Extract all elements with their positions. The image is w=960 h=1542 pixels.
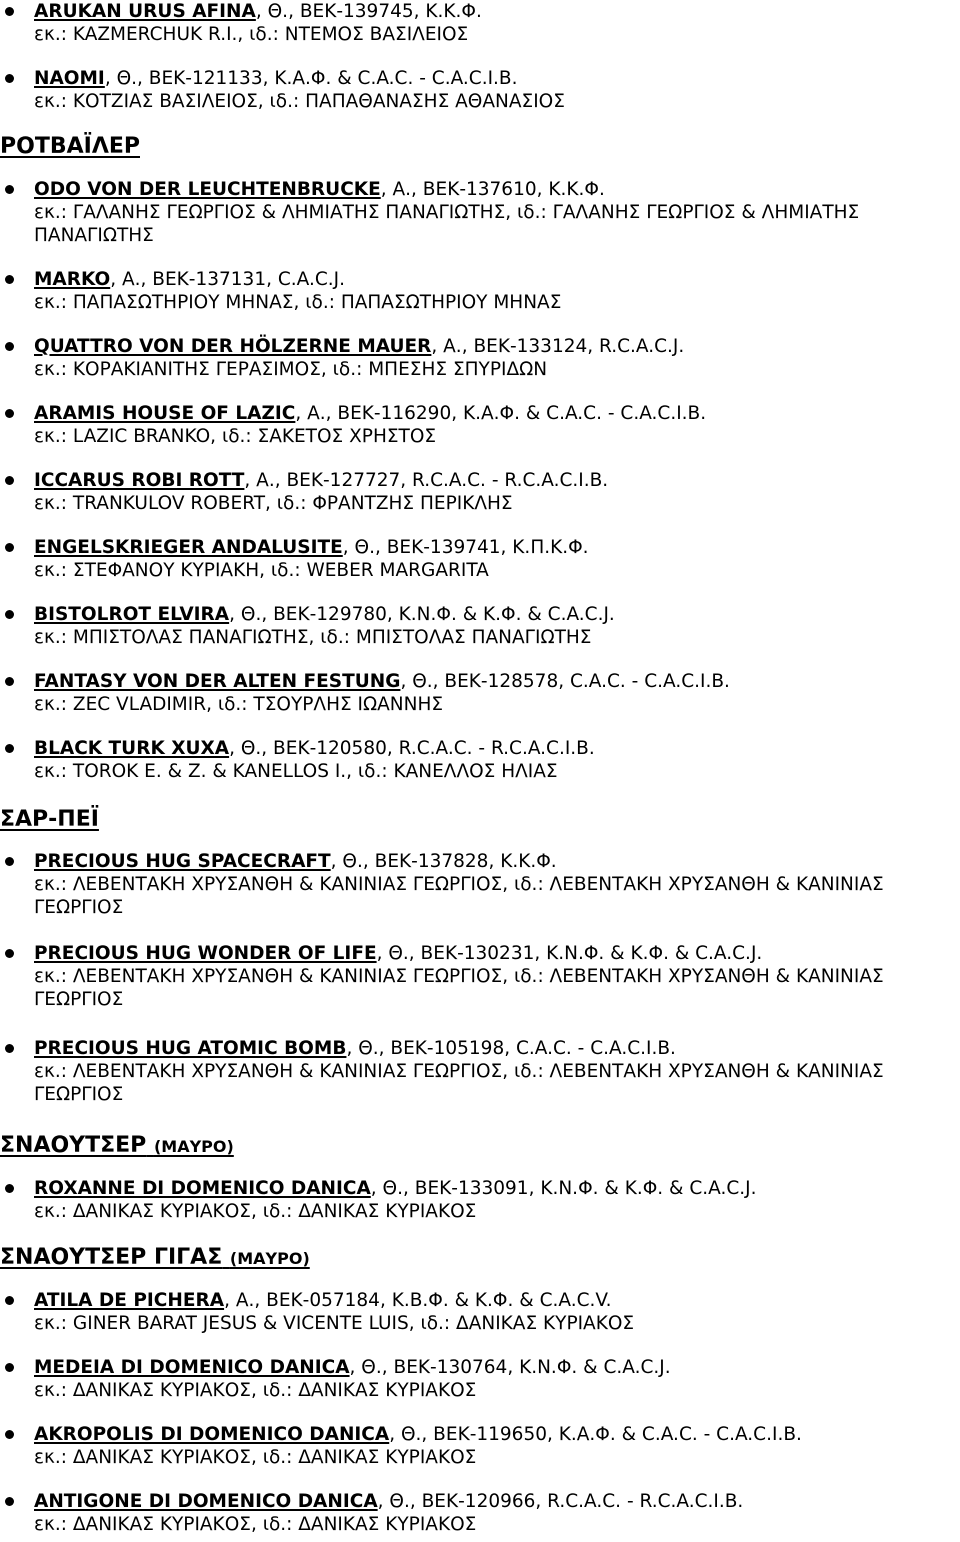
list-item (0, 1356, 960, 1402)
dog-owners: εκ.: ΠΑΠΑΣΩΤΗΡΙΟΥ ΜΗΝΑΣ, ιδ.: ΠΑΠΑΣΩΤΗΡΙΟΥ ΜΗΝΑΣ (34, 292, 562, 313)
dog-info: , Α., ΒΕΚ-057184, Κ.Β.Φ. & Κ.Φ. & C.A.C.V. (224, 1290, 612, 1311)
list-item (0, 268, 960, 314)
dog-info: , Θ., ΒΕΚ-128578, C.A.C. - C.A.C.I.B. (400, 671, 730, 692)
list-item (0, 942, 960, 1011)
dog-name: ROXANNE DI DOMENICO DANICA (34, 1178, 371, 1199)
list-item (0, 670, 960, 716)
list-item (0, 335, 960, 381)
list-item (0, 1289, 960, 1335)
dog-info: , Α., ΒΕΚ-116290, Κ.Α.Φ. & C.A.C. - C.A.C.I.B. (295, 403, 707, 424)
dog-owners: εκ.: LAZIC BRANKO, ιδ.: ΣΑΚΕΤΟΣ ΧΡΗΣΤΟΣ (34, 426, 437, 447)
dog-info: , Θ., ΒΕΚ-119650, Κ.Α.Φ. & C.A.C. - C.A.C.I.B. (389, 1424, 802, 1445)
list-item (0, 469, 960, 515)
list-item (0, 402, 960, 448)
bullet-icon (5, 185, 14, 194)
bullet-icon (5, 7, 14, 16)
dog-name: QUATTRO VON DER HÖLZERNE MAUER (34, 336, 432, 357)
list-item (0, 850, 960, 919)
breed-color-note: (ΜΑΥΡΟ) (153, 1137, 234, 1156)
bullet-icon (5, 1497, 14, 1506)
list-item (0, 1423, 960, 1469)
list-item (0, 67, 960, 113)
dog-info: , Θ., ΒΕΚ-137828, Κ.Κ.Φ. (330, 851, 557, 872)
dog-info: , Α., ΒΕΚ-133124, R.C.A.C.J. (431, 336, 685, 357)
dog-info: , Α., ΒΕΚ-137610, Κ.Κ.Φ. (380, 179, 605, 200)
dog-name: ARAMIS HOUSE OF LAZIC (34, 403, 296, 424)
dog-owners: εκ.: ΛΕΒΕΝΤΑΚΗ ΧΡΥΣΑΝΘΗ & ΚΑΝΙΝΙΑΣ ΓΕΩΡΓΙΟΣ, ιδ.: ΛΕΒΕΝΤΑΚΗ ΧΡΥΣΑΝΘΗ & ΚΑΝΙΝΙΑΣ ΓΕΩΡΓΙΟΣ (34, 1061, 884, 1105)
bullet-icon (5, 1430, 14, 1439)
bullet-icon (5, 610, 14, 619)
bullet-icon (5, 476, 14, 485)
dog-name: MEDEIA DI DOMENICO DANICA (34, 1357, 350, 1378)
dog-owners: εκ.: GINER BARAT JESUS & VICENTE LUIS, ιδ.: ΔΑΝΙΚΑΣ ΚΥΡΙΑΚΟΣ (34, 1313, 635, 1334)
dog-info: , Θ., ΒΕΚ-139745, Κ.Κ.Φ. (255, 1, 482, 22)
dog-owners: εκ.: ΚΟΤΖΙΑΣ ΒΑΣΙΛΕΙΟΣ, ιδ.: ΠΑΠΑΘΑΝΑΣΗΣ ΑΘΑΝΑΣΙΟΣ (34, 91, 565, 112)
bullet-icon (5, 949, 14, 958)
dog-name: BISTOLROT ELVIRA (34, 604, 230, 625)
bullet-icon (5, 744, 14, 753)
dog-name: AKROPOLIS DI DOMENICO DANICA (34, 1424, 390, 1445)
list-item (0, 603, 960, 649)
dog-info: , Θ., ΒΕΚ-129780, Κ.Ν.Φ. & Κ.Φ. & C.A.C.J. (229, 604, 615, 625)
bullet-icon (5, 342, 14, 351)
dog-name: ANTIGONE DI DOMENICO DANICA (34, 1491, 378, 1512)
dog-name: ODO VON DER LEUCHTENBRUCKE (34, 179, 381, 200)
list-item (0, 1037, 960, 1106)
list-item (0, 737, 960, 783)
dog-info: , Α., ΒΕΚ-137131, C.A.C.J. (110, 269, 345, 290)
bullet-icon (5, 409, 14, 418)
bullet-icon (5, 1044, 14, 1053)
dog-name: PRECIOUS HUG ATOMIC BOMB (34, 1038, 347, 1059)
dog-name: MARKO (34, 269, 111, 290)
breed-heading: ΡΟΤΒΑΪΛΕΡ (0, 134, 140, 159)
dog-info: , Θ., ΒΕΚ-121133, Κ.Α.Φ. & C.A.C. - C.A.C.I.B. (104, 68, 518, 89)
list-item (0, 1490, 960, 1536)
dog-name: ENGELSKRIEGER ANDALUSITE (34, 537, 343, 558)
dog-owners: εκ.: ΔΑΝΙΚΑΣ ΚΥΡΙΑΚΟΣ, ιδ.: ΔΑΝΙΚΑΣ ΚΥΡΙΑΚΟΣ (34, 1447, 477, 1468)
bullet-icon (5, 1184, 14, 1193)
dog-owners: εκ.: ΔΑΝΙΚΑΣ ΚΥΡΙΑΚΟΣ, ιδ.: ΔΑΝΙΚΑΣ ΚΥΡΙΑΚΟΣ (34, 1380, 477, 1401)
list-item (0, 0, 960, 46)
bullet-icon (5, 677, 14, 686)
dog-owners: εκ.: ΓΑΛΑΝΗΣ ΓΕΩΡΓΙΟΣ & ΛΗΜΙΑΤΗΣ ΠΑΝΑΓΙΩΤΗΣ, ιδ.: ΓΑΛΑΝΗΣ ΓΕΩΡΓΙΟΣ & ΛΗΜΙΑΤΗΣ ΠΑΝΑΓΙΩΤΗΣ (34, 202, 860, 246)
dog-info: , Θ., ΒΕΚ-105198, C.A.C. - C.A.C.I.B. (346, 1038, 676, 1059)
dog-owners: εκ.: ΛΕΒΕΝΤΑΚΗ ΧΡΥΣΑΝΘΗ & ΚΑΝΙΝΙΑΣ ΓΕΩΡΓΙΟΣ, ιδ.: ΛΕΒΕΝΤΑΚΗ ΧΡΥΣΑΝΘΗ & ΚΑΝΙΝΙΑΣ ΓΕΩΡΓΙΟΣ (34, 966, 884, 1010)
bullet-icon (5, 857, 14, 866)
list-item (0, 1177, 960, 1223)
bullet-icon (5, 1363, 14, 1372)
dog-name: ICCARUS ROBI ROTT (34, 470, 245, 491)
dog-info: , Θ., ΒΕΚ-139741, Κ.Π.Κ.Φ. (342, 537, 589, 558)
dog-owners: εκ.: KAZMERCHUK R.I., ιδ.: ΝΤΕΜΟΣ ΒΑΣΙΛΕΙΟΣ (34, 24, 469, 45)
dog-owners: εκ.: ZEC VLADIMIR, ιδ.: ΤΣΟΥΡΛΗΣ ΙΩΑΝΝΗΣ (34, 694, 444, 715)
dog-info: , Α., ΒΕΚ-127727, R.C.A.C. - R.C.A.C.I.B. (244, 470, 609, 491)
dog-name: BLACK TURK XUXA (34, 738, 230, 759)
breed-heading: ΣΝΑΟΥΤΣΕΡ (ΜΑΥΡΟ) (0, 1133, 234, 1158)
list-item (0, 536, 960, 582)
dog-name: PRECIOUS HUG SPACECRAFT (34, 851, 331, 872)
breed-color-note: (ΜΑΥΡΟ) (229, 1249, 310, 1268)
bullet-icon (5, 275, 14, 284)
dog-owners: εκ.: TOROK E. & Z. & KANELLOS I., ιδ.: ΚΑΝΕΛΛΟΣ ΗΛΙΑΣ (34, 761, 558, 782)
dog-name: ARUKAN URUS AFINA (34, 1, 256, 22)
dog-info: , Θ., ΒΕΚ-130764, Κ.Ν.Φ. & C.A.C.J. (349, 1357, 671, 1378)
dog-name: PRECIOUS HUG WONDER OF LIFE (34, 943, 377, 964)
list-item (0, 178, 960, 247)
bullet-icon (5, 543, 14, 552)
dog-owners: εκ.: ΚΟΡΑΚΙΑΝΙΤΗΣ ΓΕΡΑΣΙΜΟΣ, ιδ.: ΜΠΕΣΗΣ ΣΠΥΡΙΔΩΝ (34, 359, 548, 380)
bullet-icon (5, 1296, 14, 1305)
breed-heading: ΣΝΑΟΥΤΣΕΡ ΓΙΓΑΣ (ΜΑΥΡΟ) (0, 1245, 310, 1270)
breed-heading: ΣΑΡ-ΠΕΪ (0, 807, 99, 832)
dog-name: ATILA DE PICHERA (34, 1290, 225, 1311)
dog-info: , Θ., ΒΕΚ-120580, R.C.A.C. - R.C.A.C.I.B. (229, 738, 595, 759)
dog-name: NAOMI (34, 68, 105, 89)
dog-owners: εκ.: TRANKULOV ROBERT, ιδ.: ΦΡΑΝΤΖΗΣ ΠΕΡΙΚΛΗΣ (34, 493, 513, 514)
dog-name: FANTASY VON DER ALTEN FESTUNG (34, 671, 401, 692)
dog-owners: εκ.: ΔΑΝΙΚΑΣ ΚΥΡΙΑΚΟΣ, ιδ.: ΔΑΝΙΚΑΣ ΚΥΡΙΑΚΟΣ (34, 1201, 477, 1222)
dog-owners: εκ.: ΛΕΒΕΝΤΑΚΗ ΧΡΥΣΑΝΘΗ & ΚΑΝΙΝΙΑΣ ΓΕΩΡΓΙΟΣ, ιδ.: ΛΕΒΕΝΤΑΚΗ ΧΡΥΣΑΝΘΗ & ΚΑΝΙΝΙΑΣ ΓΕΩΡΓΙΟΣ (34, 874, 884, 918)
dog-info: , Θ., ΒΕΚ-130231, Κ.Ν.Φ. & Κ.Φ. & C.A.C.J. (376, 943, 763, 964)
dog-owners: εκ.: ΣΤΕΦΑΝΟΥ ΚΥΡΙΑΚΗ, ιδ.: WEBER MARGARITA (34, 560, 489, 581)
dog-owners: εκ.: ΜΠΙΣΤΟΛΑΣ ΠΑΝΑΓΙΩΤΗΣ, ιδ.: ΜΠΙΣΤΟΛΑΣ ΠΑΝΑΓΙΩΤΗΣ (34, 627, 592, 648)
dog-info: , Θ., ΒΕΚ-120966, R.C.A.C. - R.C.A.C.I.B. (377, 1491, 744, 1512)
dog-owners: εκ.: ΔΑΝΙΚΑΣ ΚΥΡΙΑΚΟΣ, ιδ.: ΔΑΝΙΚΑΣ ΚΥΡΙΑΚΟΣ (34, 1514, 477, 1535)
dog-info: , Θ., ΒΕΚ-133091, Κ.Ν.Φ. & Κ.Φ. & C.A.C.J. (370, 1178, 757, 1199)
bullet-icon (5, 74, 14, 83)
